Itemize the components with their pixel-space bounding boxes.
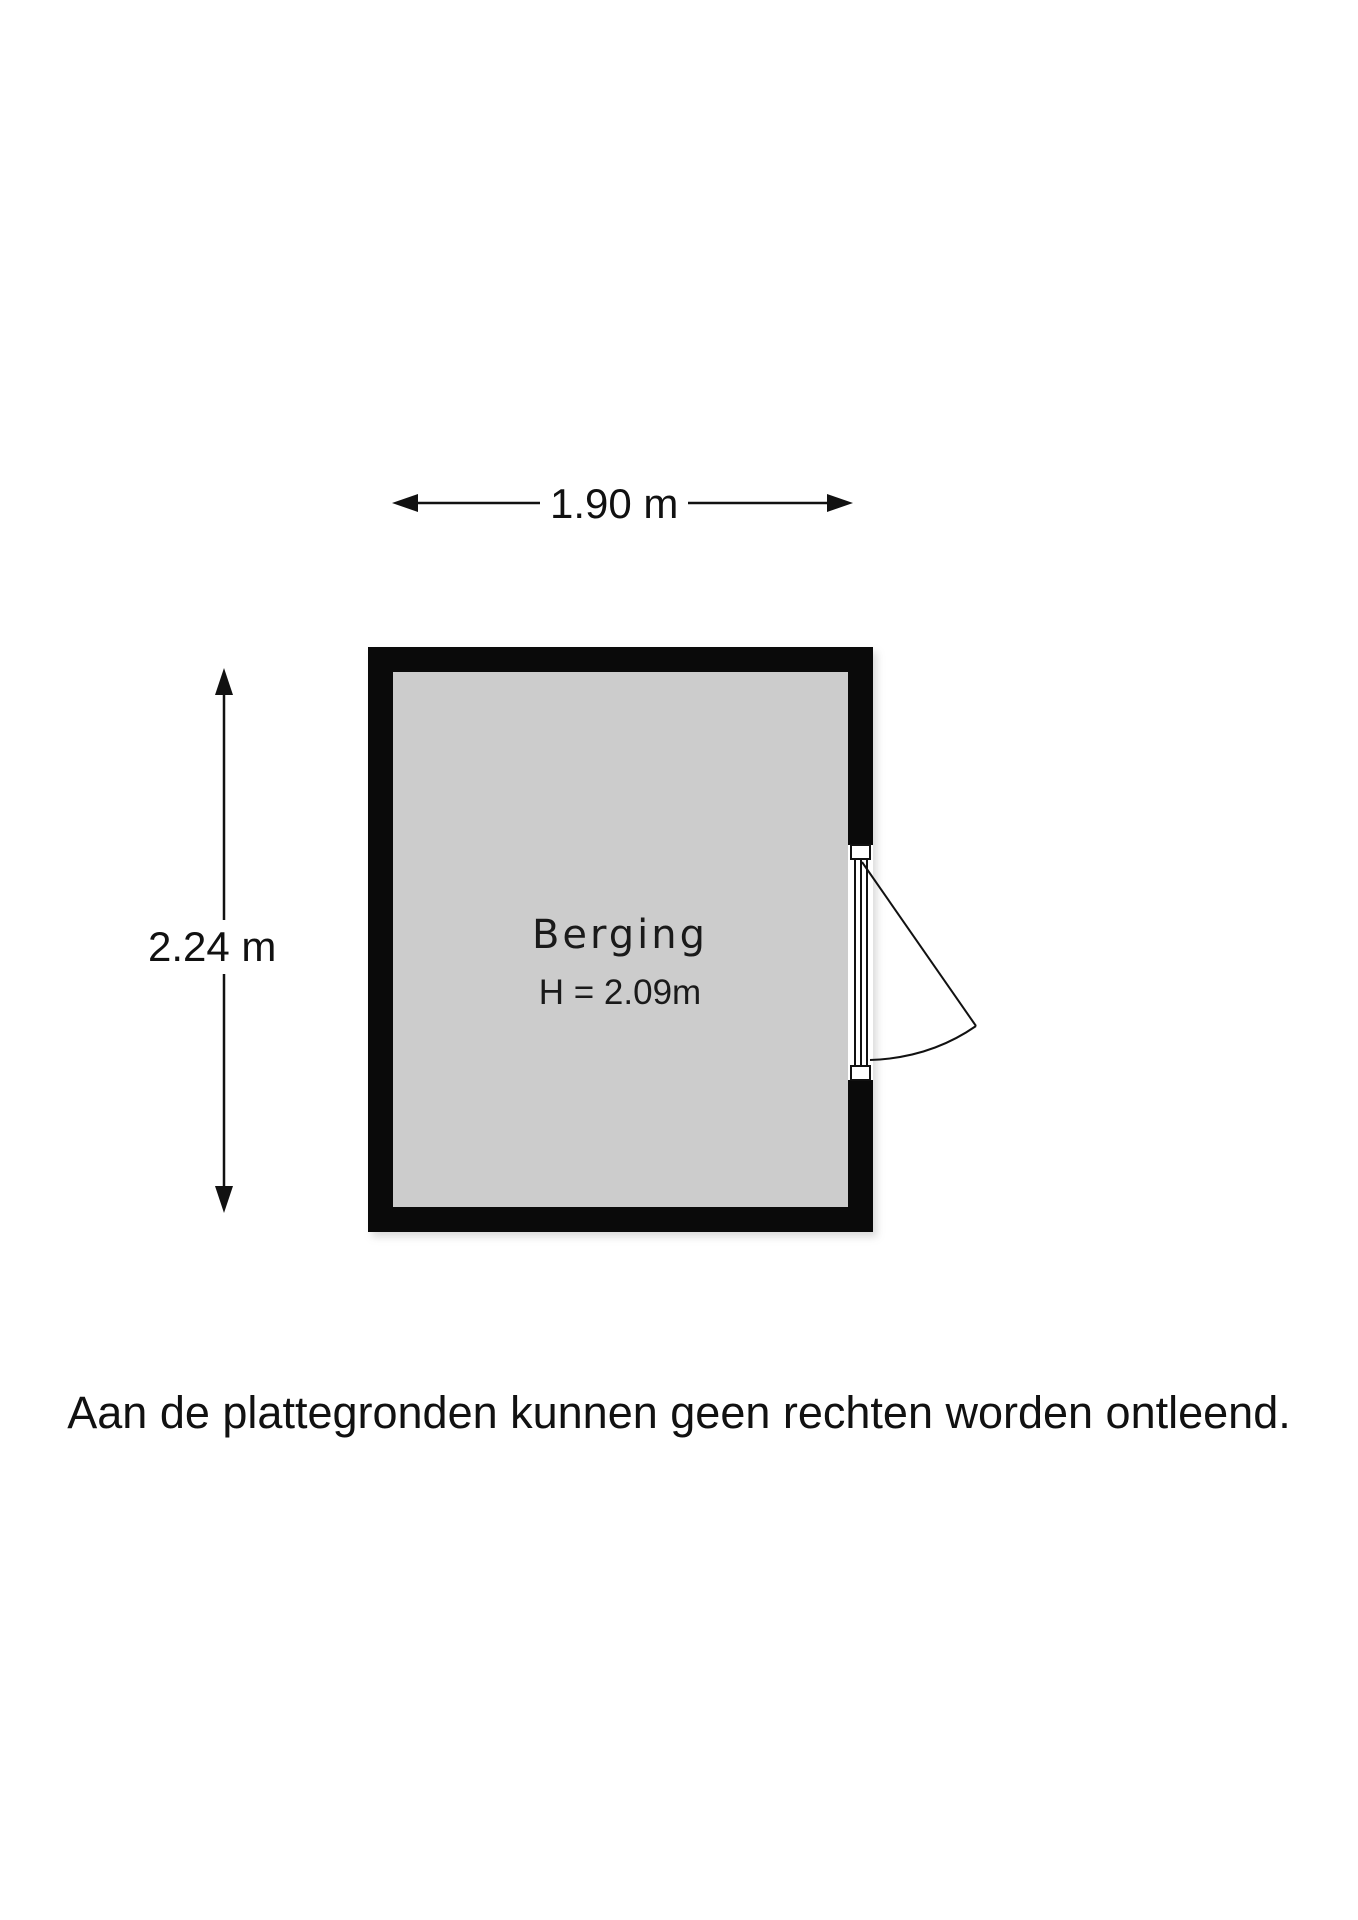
height-dimension-label: 2.24 m <box>148 920 276 974</box>
disclaimer-text: Aan de plattegronden kunnen geen rechten worden ontleend. <box>67 1387 1291 1438</box>
room-height-label: H = 2.09m <box>538 973 702 1012</box>
width-dimension-label: 1.90 m <box>540 483 688 525</box>
room-name: Berging <box>531 912 709 958</box>
door <box>848 845 976 1080</box>
